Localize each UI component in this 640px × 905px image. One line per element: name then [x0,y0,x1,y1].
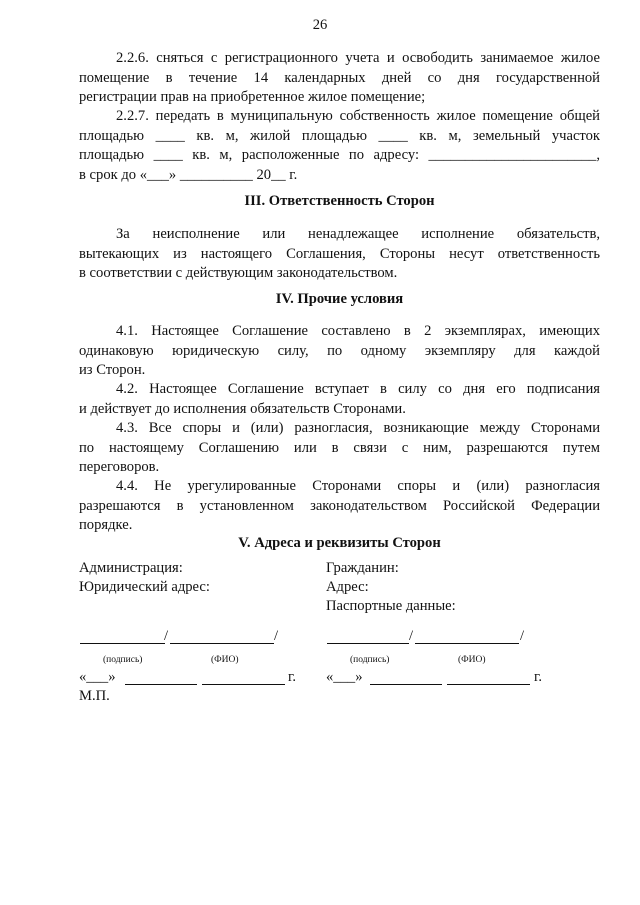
right-date-day: «___» [326,669,363,685]
right-date-year-line [447,684,530,685]
right-year-suffix: г. [534,669,542,685]
left-name-line [170,643,274,644]
right-signature-caption: (подпись) [350,655,390,665]
paragraph-2-2-6-line-1: 2.2.6. сняться с регистрационного учета и освободить занимаемое жилое [116,50,600,66]
section-3-title: III. Ответственность Сторон [244,193,435,209]
passport-label: Паспортные данные: [326,598,456,614]
paragraph-4-3-line-3: переговоров. [79,459,160,475]
paragraph-4-1-line-1: 4.1. Настоящее Соглашение составлено в 2 экземплярах, имеющих [116,323,600,339]
left-date-day: «___» [79,669,116,685]
paragraph-4-3-line-1: 4.3. Все споры и (или) разногласия, возникающие между Сторонами [116,420,600,436]
left-date-year-line [202,684,285,685]
left-signature-caption: (подпись) [103,655,143,665]
paragraph-4-2-line-2: и действует до исполнения обязательств Сторонами. [79,400,406,417]
citizen-label: Гражданин: [326,560,399,576]
section-3-line-2: вытекающих из настоящего Соглашения, Стороны несут ответственность [79,245,600,262]
left-date-month-line [125,684,197,685]
right-slash-1: / [409,628,414,644]
paragraph-4-3-line-2: по настоящему Соглашению или в связи с ним, разрешаются путем [79,439,600,456]
paragraph-2-2-6-line-2: помещение в течение 14 календарных дней со дня государственной [79,69,600,86]
section-4-title: IV. Прочие условия [275,291,404,307]
paragraph-2-2-7-line-2: площадью ____ кв. м, жилой площадью ____ кв. м, земельный участок [79,127,600,144]
section-3-line-3: в соответствии с действующим законодательством. [79,265,398,281]
paragraph-2-2-7-line-3: площадью ____ кв. м, расположенные по адресу: _______________________, [79,147,600,163]
right-signature-line [327,643,409,644]
seal-label: М.П. [79,688,110,704]
page-number: 26 [312,17,328,33]
left-slash-2: / [274,628,279,644]
paragraph-4-1-line-3: из Сторон. [79,362,146,378]
right-name-line [415,643,519,644]
left-name-caption: (ФИО) [211,655,239,665]
paragraph-2-2-7-line-4: в срок до «___» __________ 20__ г. [79,166,298,183]
left-year-suffix: г. [288,669,296,685]
left-signature-line [80,643,165,644]
section-3-line-1: За неисполнение или ненадлежащее исполнение обязательств, [116,226,600,242]
paragraph-4-4-line-3: порядке. [79,517,133,533]
paragraph-4-4-line-2: разрешаются в установленном законодательством Российской Федерации [79,497,600,514]
paragraph-2-2-7-line-1: 2.2.7. передать в муниципальную собственность жилое помещение общей [116,108,600,124]
right-slash-2: / [520,628,525,644]
right-date-month-line [370,684,442,685]
paragraph-4-4-line-1: 4.4. Не урегулированные Сторонами споры и (или) разногласия [116,478,600,494]
left-slash-1: / [164,628,169,644]
right-name-caption: (ФИО) [458,655,486,665]
paragraph-4-1-line-2: одинаковую юридическую силу, по одному экземпляру для каждой [79,342,600,359]
administration-label: Администрация: [79,560,183,576]
address-label: Адрес: [326,579,369,595]
paragraph-2-2-6-line-3: регистрации прав на приобретенное жилое помещение; [79,89,426,105]
legal-address-label: Юридический адрес: [79,579,210,595]
paragraph-4-2-line-1: 4.2. Настоящее Соглашение вступает в силу со дня его подписания [116,381,600,397]
section-5-title: V. Адреса и реквизиты Сторон [238,535,441,551]
